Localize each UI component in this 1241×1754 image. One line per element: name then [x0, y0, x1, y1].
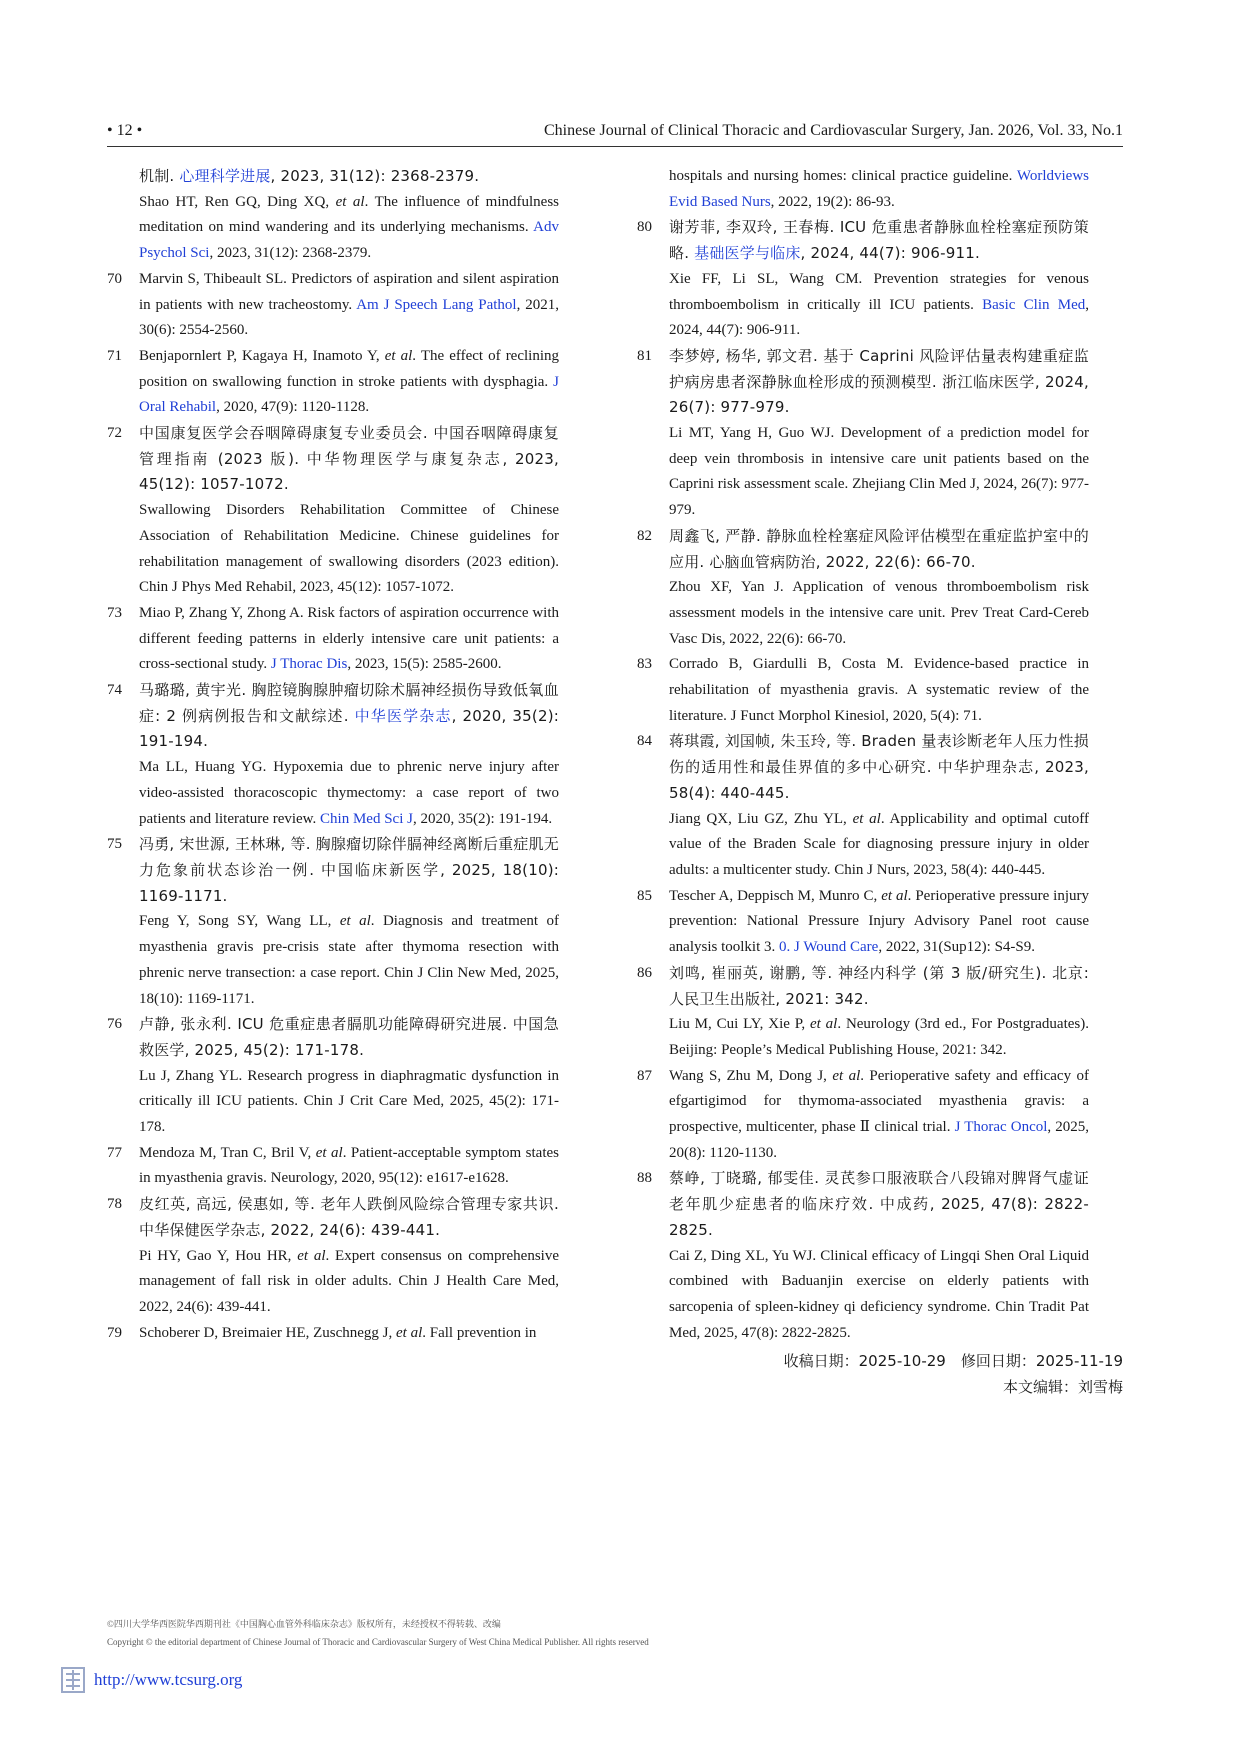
- website-link[interactable]: http://www.tcsurg.org: [94, 1670, 243, 1689]
- journal-link[interactable]: Am J Speech Lang Pathol: [356, 296, 517, 313]
- reference-number: 72: [107, 425, 122, 442]
- reference-entry: [637, 652, 1089, 729]
- reference-text-english: Cai Z, Ding XL, Yu WJ. Clinical efficacy of Lingqi Shen Oral Liquid combined with Baduanjin exercise on elderly patients with sarcopenia of spleen-kidney qi deficiency syndrome. Chin Tradit Pat Med, 2025, 47(8): 2822-2825.: [669, 1247, 1089, 1341]
- reference-number: 79: [107, 1324, 122, 1341]
- reference-column-left: [107, 164, 559, 1346]
- reference-text-chinese: 马璐璐, 黄宇光. 胸腔镜胸腺肿瘤切除术膈神经损伤导致低氧血症: 2 例病例报告和文献综述. 中华医学杂志, 2020, 35(2): 191-194.: [139, 681, 560, 751]
- journal-citation: Chinese Journal of Clinical Thoracic and Cardiovascular Surgery, Jan. 2026, Vol. 33, No.1: [543, 122, 1123, 139]
- reference-text-chinese: 周鑫飞, 严静. 静脉血栓栓塞症风险评估模型在重症监护室中的应用. 心脑血管病防治, 2022, 22(6): 66-70.: [669, 526, 1089, 571]
- reference-entry: [107, 421, 559, 601]
- reference-number: 81: [637, 347, 652, 364]
- reference-entry: [637, 729, 1089, 883]
- reference-entry: [107, 164, 559, 267]
- reference-number: 75: [107, 836, 122, 853]
- reference-entry: [107, 832, 559, 1012]
- reference-text-chinese: 蔡峥, 丁晓璐, 郁雯佳. 灵芪参口服液联合八段锦对脾肾气虚证老年肌少症患者的临床疗效. 中成药, 2025, 47(8): 2822-2825.: [669, 1169, 1089, 1239]
- reference-text-english: Marvin S, Thibeault SL. Predictors of aspiration and silent aspiration in patients with new tracheostomy. Am J Speech Lang Pathol, 2021, 30(6): 2554-2560.: [139, 270, 560, 339]
- journal-link[interactable]: J Thorac Dis: [270, 656, 348, 673]
- reference-text-english: Lu J, Zhang YL. Research progress in diaphragmatic dysfunction in critically ill ICU patients. Chin J Crit Care Med, 2025, 45(2): 171-178.: [139, 1067, 559, 1136]
- journal-link[interactable]: Worldviews Evid Based Nurs: [669, 168, 1089, 210]
- journal-link[interactable]: J Thorac Oncol: [954, 1119, 1048, 1136]
- reference-text-chinese: 刘鸣, 崔丽英, 谢鹏, 等. 神经内科学 (第 3 版/研究生). 北京: 人民卫生出版社, 2021: 342.: [669, 963, 1089, 1008]
- reference-text-english: hospitals and nursing homes: clinical practice guideline. Worldviews Evid Based Nurs, 2022, 19(2): 86-93.: [669, 168, 1089, 210]
- journal-link[interactable]: 0. J Wound Care: [779, 939, 879, 956]
- journal-link[interactable]: 基础医学与临床: [694, 244, 801, 263]
- reference-text-english: Feng Y, Song SY, Wang LL, et al. Diagnosis and treatment of myasthenia gravis pre-crisis state after thymoma resection with phrenic nerve transection: a case report. Chin J Clin New Med, 2025, 18(10): 1169-1171.: [139, 913, 559, 1007]
- journal-link[interactable]: 心理科学进展: [179, 167, 271, 185]
- reference-text-english: Zhou XF, Yan J. Application of venous thromboembolism risk assessment models in the intensive care unit. Prev Treat Card-Cereb Vasc Dis, 2022, 22(6): 66-70.: [669, 579, 1089, 647]
- reference-entry: [107, 678, 559, 832]
- reference-entry: [637, 215, 1089, 344]
- reference-number: 76: [107, 1016, 122, 1033]
- reference-entry: [107, 1321, 559, 1347]
- reference-entry: [107, 344, 559, 421]
- reference-text-chinese: 机制. 心理科学进展, 2023, 31(12): 2368-2379.: [139, 167, 480, 185]
- reference-number: 78: [107, 1196, 122, 1213]
- reference-text-english: Jiang QX, Liu GZ, Zhu YL, et al. Applicability and optimal cutoff value of the Braden Scale for diagnosing pressure injury in older adults: a multicenter study. Chin J Nurs, 2023, 58(4): 440-445.: [669, 810, 1089, 878]
- copyright-footer: [107, 1615, 649, 1651]
- reference-entry: [107, 1192, 559, 1321]
- reference-entry: [107, 267, 559, 344]
- reference-text-english: Mendoza M, Tran C, Bril V, et al. Patient-acceptable symptom states in myasthenia gravis. Neurology, 2020, 95(12): e1617-e1628.: [139, 1144, 559, 1187]
- reference-text-chinese: 蒋琪霞, 刘国帧, 朱玉玲, 等. Braden 量表诊断老年人压力性损伤的适用性和最佳界值的多中心研究. 中华护理杂志, 2023, 58(4): 440-445.: [669, 732, 1089, 802]
- article-dates: [784, 1348, 1123, 1400]
- site-link-area: [60, 1666, 242, 1694]
- reference-text-chinese: 冯勇, 宋世源, 王林琳, 等. 胸腺瘤切除伴膈神经离断后重症肌无力危象前状态诊治一例. 中国临床新医学, 2025, 18(10): 1169-1171.: [139, 835, 559, 905]
- copyright-en: Copyright © the editorial department of Chinese Journal of Thoracic and Cardiovascular Surgery of West China Medical Publisher. All rights reserved: [107, 1637, 649, 1647]
- reference-number: 73: [107, 604, 122, 621]
- reference-number: 77: [107, 1144, 122, 1161]
- reference-entry: [107, 1012, 559, 1141]
- reference-number: 87: [637, 1067, 652, 1084]
- journal-link[interactable]: Basic Clin Med: [982, 296, 1086, 313]
- reference-text-english: Li MT, Yang H, Guo WJ. Development of a prediction model for deep vein thrombosis in intensive care unit patients based on the Caprini risk assessment scale. Zhejiang Clin Med J, 2024, 26(7): 977-979.: [669, 425, 1089, 519]
- reference-entry: [107, 1141, 559, 1192]
- running-header: [107, 118, 1123, 147]
- reference-text-english: Pi HY, Gao Y, Hou HR, et al. Expert consensus on comprehensive management of fall risk in older adults. Chin J Health Care Med, 2022, 24(6): 439-441.: [139, 1247, 560, 1315]
- reference-text-english: Liu M, Cui LY, Xie P, et al. Neurology (3rd ed., For Postgraduates). Beijing: People’s Medical Publishing House, 2021: 342.: [669, 1016, 1089, 1058]
- reference-text-english: Xie FF, Li SL, Wang CM. Prevention strategies for venous thromboembolism in critically ill ICU patients. Basic Clin Med, 2024, 44(7): 906-911.: [669, 270, 1089, 339]
- reference-number: 82: [637, 527, 652, 544]
- reference-text-chinese: 中国康复医学会吞咽障碍康复专业委员会. 中国吞咽障碍康复管理指南 (2023 版). 中华物理医学与康复杂志, 2023, 45(12): 1057-1072.: [139, 424, 559, 494]
- reference-text-chinese: 卢静, 张永利. ICU 危重症患者膈肌功能障碍研究进展. 中国急救医学, 2025, 45(2): 171-178.: [139, 1015, 559, 1059]
- reference-number: 80: [637, 219, 652, 236]
- reference-number: 84: [637, 733, 652, 750]
- reference-entry: [637, 884, 1089, 961]
- reference-entry: [637, 344, 1089, 524]
- journal-link[interactable]: J Oral Rehabil: [139, 373, 559, 416]
- reference-number: 86: [637, 964, 652, 981]
- reference-number: 74: [107, 682, 122, 699]
- reference-number: 70: [107, 270, 122, 287]
- editor-name: 本文编辑：刘雪梅: [1002, 1378, 1123, 1396]
- received-revised-dates: 收稿日期：2025-10-29 修回日期：2025-11-19: [783, 1352, 1123, 1370]
- reference-text-chinese: 谢芳菲, 李双玲, 王春梅. ICU 危重患者静脉血栓栓塞症预防策略. 基础医学与临床, 2024, 44(7): 906-911.: [669, 218, 1089, 263]
- journal-link[interactable]: Adv Psychol Sci: [139, 219, 559, 262]
- reference-entry: [107, 601, 559, 678]
- reference-text-english: Ma LL, Huang YG. Hypoxemia due to phrenic nerve injury after video-assisted thoracoscopic thymectomy: a case report of two patients and literature review. Chin Med Sci J, 2020, 35(2): 191-194.: [139, 759, 559, 827]
- reference-text-english: Corrado B, Giardulli B, Costa M. Evidence-based practice in rehabilitation of myasthenia gravis. A systematic review of the literature. J Funct Morphol Kinesiol, 2020, 5(4): 71.: [669, 656, 1089, 724]
- journal-link[interactable]: Chin Med Sci J: [320, 810, 413, 827]
- reference-text-chinese: 李梦婷, 杨华, 郭文君. 基于 Caprini 风险评估量表构建重症监护病房患者深静脉血栓形成的预测模型. 浙江临床医学, 2024, 26(7): 977-979.: [669, 346, 1089, 417]
- reference-entry: [637, 1166, 1089, 1346]
- journal-link[interactable]: 中华医学杂志: [354, 706, 452, 725]
- page-number: • 12 •: [107, 122, 143, 139]
- reference-number: 71: [107, 347, 122, 364]
- reference-entry: [637, 524, 1089, 653]
- copyright-zh: ©四川大学华西医院华西期刊社《中国胸心血管外科临床杂志》版权所有，未经授权不得转载、改编: [107, 1619, 501, 1629]
- reference-text-english: Schoberer D, Breimaier HE, Zuschnegg J, et al. Fall prevention in: [139, 1324, 537, 1341]
- reference-entry: [637, 961, 1089, 1064]
- publisher-logo-icon: [60, 1666, 86, 1694]
- reference-text-english: Swallowing Disorders Rehabilitation Committee of Chinese Association of Rehabilitation Medicine. Chinese guidelines for rehabilitation management of swallowing disorders (2023 edition). Chin J Phys Med Rehabil, 2023, 45(12): 1057-1072.: [139, 502, 559, 596]
- reference-column-right: [637, 164, 1089, 1346]
- reference-text-english: Shao HT, Ren GQ, Ding XQ, et al. The influence of mindfulness meditation on mind wandering and its underlying mechanisms. Adv Psychol Sci, 2023, 31(12): 2368-2379.: [139, 193, 559, 262]
- reference-entry: [637, 164, 1089, 215]
- reference-text-english: Benjapornlert P, Kagaya H, Inamoto Y, et al. The effect of reclining position on swallowing function in stroke patients with dysphagia. J Oral Rehabil, 2020, 47(9): 1120-1128.: [139, 347, 560, 416]
- reference-text-english: Wang S, Zhu M, Dong J, et al. Perioperative safety and efficacy of efgartigimod for thymoma-associated myasthenia gravis: a prospective, multicenter, phase Ⅱ clinical trial. J Thorac Oncol, 2025, 20(8): 1120-1130.: [669, 1067, 1090, 1161]
- reference-text-english: Tescher A, Deppisch M, Munro C, et al. Perioperative pressure injury prevention: National Pressure Injury Advisory Panel root cause analysis toolkit 3. 0. J Wound Care, 2022, 31(Sup12): S4-S9.: [669, 887, 1090, 956]
- reference-number: 83: [637, 656, 652, 673]
- reference-number: 88: [637, 1170, 652, 1187]
- reference-entry: [637, 1064, 1089, 1167]
- reference-text-chinese: 皮红英, 高远, 侯惠如, 等. 老年人跌倒风险综合管理专家共识. 中华保健医学杂志, 2022, 24(6): 439-441.: [139, 1195, 559, 1239]
- reference-number: 85: [637, 887, 652, 904]
- reference-text-english: Miao P, Zhang Y, Zhong A. Risk factors of aspiration occurrence with different feeding patterns in elderly intensive care unit patients: a cross-sectional study. J Thorac Dis, 2023, 15(5): 2585-2600.: [139, 604, 559, 673]
